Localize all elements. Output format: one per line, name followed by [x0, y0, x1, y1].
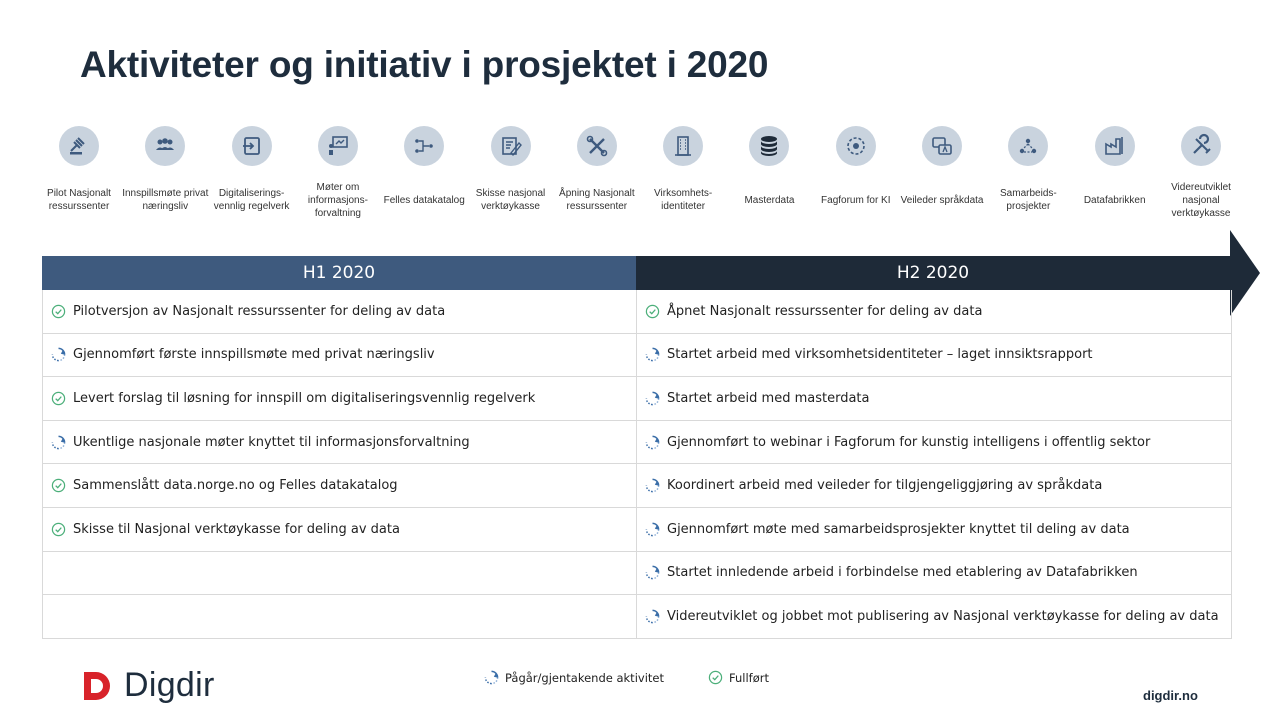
- h2-cell: [636, 595, 1232, 638]
- ongoing-icon: [645, 391, 660, 406]
- activity-text: Startet innledende arbeid i forbindelse med etablering av Datafabrikken: [667, 565, 1138, 581]
- h2-cell: [636, 464, 1232, 507]
- ongoing-icon: [645, 478, 660, 493]
- database-icon: [749, 126, 789, 166]
- activity-icon-label: Felles datakatalog: [383, 194, 465, 206]
- h2-cell: [636, 334, 1232, 377]
- h1-cell: [42, 508, 636, 551]
- h1-cell: [42, 464, 636, 507]
- sketch-icon: [491, 126, 531, 166]
- legend-done-label: Fullført: [729, 670, 769, 685]
- activity-icon-item: [120, 124, 210, 224]
- activity-icon-label: Innspillsmøte privat næringsliv: [122, 188, 209, 212]
- activity-icon-item: [207, 124, 297, 224]
- ai-icon: [836, 126, 876, 166]
- h2-cell: [636, 552, 1232, 595]
- ongoing-icon: [645, 347, 660, 362]
- activity-icon-item: [1070, 124, 1160, 224]
- activity-text: Startet arbeid med masterdata: [667, 390, 870, 406]
- tools-icon: [577, 126, 617, 166]
- table-row: [42, 464, 1232, 508]
- activity-icon-item: [897, 124, 987, 224]
- activity-icon-item: [293, 124, 383, 224]
- activity-text: Gjennomført første innspillsmøte med privat næringsliv: [73, 347, 435, 363]
- activity-text: Levert forslag til løsning for innspill om digitaliseringsvennlig regelverk: [73, 390, 536, 406]
- activity-icon-label: Møter om informasjons-forvaltning: [307, 181, 368, 219]
- activity-icon-label: Virksomhets-identiteter: [654, 188, 713, 212]
- ongoing-icon: [645, 522, 660, 537]
- h1-header: H1 2020: [42, 256, 636, 290]
- activity-icon-label: Datafabrikken: [1083, 194, 1146, 206]
- table-row: [42, 508, 1232, 552]
- check-icon: [51, 391, 66, 406]
- h1-cell: [42, 595, 636, 638]
- activity-text: Koordinert arbeid med veileder for tilgjengeliggjøring av språkdata: [667, 478, 1103, 494]
- activity-rows: [42, 290, 1232, 639]
- flow-icon: [404, 126, 444, 166]
- activity-text: Åpnet Nasjonalt ressurssenter for deling av data: [667, 303, 983, 319]
- activity-text: Gjennomført to webinar i Fagforum for kunstig intelligens i offentlig sektor: [667, 434, 1151, 450]
- h1-cell: [42, 290, 636, 333]
- activity-icon-label: Skisse nasjonal verktøykasse: [475, 188, 546, 212]
- activity-icon-item: [811, 124, 901, 224]
- ongoing-icon: [645, 609, 660, 624]
- ongoing-icon: [645, 565, 660, 580]
- activity-icon-label: Videreutviklet nasjonal verktøykasse: [1171, 181, 1231, 219]
- building-icon: [663, 126, 703, 166]
- ongoing-icon: [645, 435, 660, 450]
- table-row: [42, 334, 1232, 378]
- page-title: Aktiviteter og initiativ i prosjektet i 2020: [80, 44, 769, 85]
- activity-icon-item: [1156, 124, 1246, 224]
- activity-text: Sammenslått data.norge.no og Felles datakatalog: [73, 478, 398, 494]
- collaboration-icon: [1008, 126, 1048, 166]
- presentation-icon: [318, 126, 358, 166]
- logo-text: Digdir: [124, 666, 215, 704]
- gavel-icon: [59, 126, 99, 166]
- h2-cell: [636, 421, 1232, 464]
- h2-cell: [636, 508, 1232, 551]
- h1-cell: [42, 552, 636, 595]
- footer-url[interactable]: digdir.no: [1143, 688, 1198, 703]
- activity-icon-label: Digitaliserings-vennlig regelverk: [213, 188, 290, 212]
- table-row: [42, 421, 1232, 465]
- activity-icon-label: Pilot Nasjonalt ressurssenter: [47, 188, 111, 212]
- activity-text: Ukentlige nasjonale møter knyttet til informasjonsforvaltning: [73, 434, 470, 450]
- ongoing-icon: [484, 670, 499, 685]
- people-icon: [145, 126, 185, 166]
- toolkit-icon: [1181, 126, 1221, 166]
- table-row: [42, 377, 1232, 421]
- activity-icon-item: [552, 124, 642, 224]
- activity-text: Startet arbeid med virksomhetsidentiteter – laget innsiktsrapport: [667, 347, 1093, 363]
- activity-icon-item: [379, 124, 469, 224]
- activity-icon-item: [724, 124, 814, 224]
- activity-text: Videreutviklet og jobbet mot publisering av Nasjonal verktøykasse for deling av data: [667, 608, 1219, 624]
- activity-icons-row: [34, 124, 1246, 224]
- activity-icon-label: Veileder språkdata: [900, 194, 984, 206]
- factory-icon: [1095, 126, 1135, 166]
- activity-icon-label: Åpning Nasjonalt ressurssenter: [559, 188, 635, 212]
- ongoing-icon: [51, 435, 66, 450]
- h1-cell: [42, 421, 636, 464]
- check-icon: [51, 522, 66, 537]
- language-icon: [922, 126, 962, 166]
- table-row: [42, 595, 1232, 639]
- legend-done: [708, 670, 769, 685]
- activity-icon-label: Fagforum for KI: [821, 194, 891, 206]
- activity-text: Skisse til Nasjonal verktøykasse for deling av data: [73, 521, 400, 537]
- digdir-logo[interactable]: [80, 666, 215, 705]
- h2-cell: [636, 290, 1232, 333]
- activity-icon-item: [466, 124, 556, 224]
- check-icon: [645, 304, 660, 319]
- activity-icon-item: [638, 124, 728, 224]
- digdir-logo-icon: [80, 668, 116, 704]
- check-icon: [51, 304, 66, 319]
- check-icon: [51, 478, 66, 493]
- timeline-arrow: [1230, 230, 1260, 316]
- legend-ongoing: [484, 670, 664, 685]
- sign-in-icon: [232, 126, 272, 166]
- check-icon: [708, 670, 723, 685]
- h2-cell: [636, 377, 1232, 420]
- h1-cell: [42, 377, 636, 420]
- activity-text: Pilotversjon av Nasjonalt ressurssenter for deling av data: [73, 303, 446, 319]
- h2-header: H2 2020: [636, 256, 1230, 290]
- h1-cell: [42, 334, 636, 377]
- activity-icon-label: Samarbeids-prosjekter: [1000, 188, 1057, 212]
- activity-icon-item: [34, 124, 124, 224]
- table-row: [42, 290, 1232, 334]
- ongoing-icon: [51, 347, 66, 362]
- activity-icon-label: Masterdata: [744, 194, 795, 206]
- activity-text: Gjennomført møte med samarbeidsprosjekter knyttet til deling av data: [667, 521, 1130, 537]
- activity-icon-item: [983, 124, 1073, 224]
- legend-ongoing-label: Pågår/gjentakende aktivitet: [505, 670, 664, 685]
- table-row: [42, 552, 1232, 596]
